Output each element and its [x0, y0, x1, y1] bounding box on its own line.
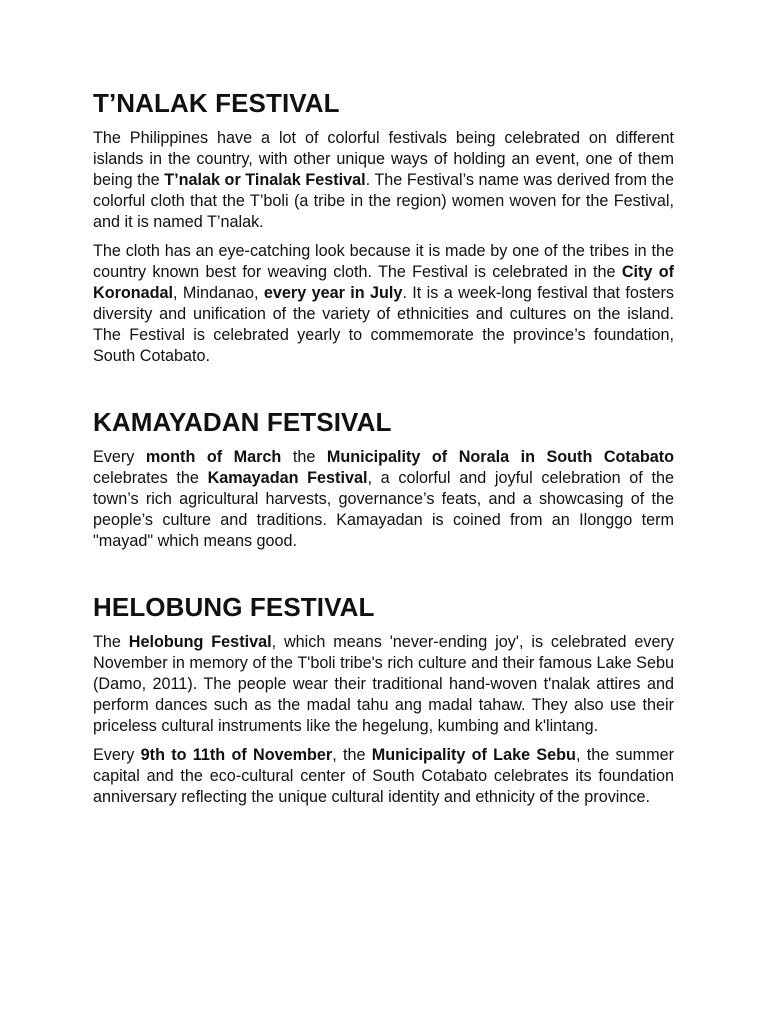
paragraph — [93, 745, 674, 808]
section-title: T’NALAK FESTIVAL — [93, 88, 340, 118]
text-run: , the — [332, 746, 372, 764]
paragraph — [93, 447, 674, 552]
text-run: The cloth has an eye-catching look because it is made by one of the tribes in the country known best for weaving cloth. The Festival is celebrated in the — [93, 242, 674, 281]
bold-text-run: month of March — [145, 448, 282, 466]
section-kamayadan — [93, 405, 674, 552]
text-run: , which means 'never-ending joy', is celebrated every November in memory of the T'boli tribe's rich culture and their famous Lake Sebu (Damo, 2011). The people wear their traditional hand-woven t'nalak attires and perform dances such as the madal tahu ang madal tahaw. They also use their priceless cultural instruments like the hegelung, kumbing and k'lintang. — [93, 633, 674, 735]
bold-text-run: 9th to 11th of November — [140, 746, 333, 764]
text-run: . It is a week-long festival that fosters diversity and unification of the variety of ethnicities and cultures on the island. The Festival is celebrated yearly to commemorate the province’s foundation, South Cotabato. — [93, 284, 675, 365]
bold-text-run: every year in July — [263, 284, 403, 302]
text-run: . The Festival’s name was derived from the colorful cloth that the T’boli (a tribe in the region) women woven for the Festival, and it is named T’nalak. — [93, 171, 675, 231]
text-run: The — [93, 633, 129, 651]
section-spacer — [93, 560, 674, 590]
section-title: HELOBUNG FESTIVAL — [93, 592, 375, 622]
section-helobung — [93, 590, 674, 808]
text-run: , Mindanao, — [173, 284, 264, 302]
bold-text-run: Kamayadan Festival — [207, 469, 368, 487]
section-tnalak — [93, 86, 674, 367]
text-run: celebrates the — [93, 469, 208, 487]
text-run: The Philippines have a lot of colorful festivals being celebrated on different islands in the country, with other unique ways of holding an event, one of them being the — [93, 129, 674, 189]
bold-text-run: City of Koronadal — [93, 263, 675, 302]
bold-text-run: Municipality of Lake Sebu — [371, 746, 576, 764]
paragraph — [93, 241, 674, 367]
bold-text-run: T’nalak or Tinalak Festival — [164, 171, 366, 189]
section-spacer — [93, 375, 674, 405]
bold-text-run: Helobung Festival — [128, 633, 272, 651]
bold-text-run: Municipality of Norala in South Cotabato — [326, 448, 674, 466]
text-run: Every — [93, 746, 141, 764]
text-run: , a colorful and joyful celebration of the town’s rich agricultural harvests, governance’s feats, and a showcasing of the people’s culture and traditions. Kamayadan is coined from an Ilonggo term "mayad" which means good. — [93, 469, 675, 550]
paragraph — [93, 632, 674, 737]
text-run: the — [281, 448, 327, 466]
text-run: , the summer capital and the eco-cultural center of South Cotabato celebrates its foundation anniversary reflecting the unique cultural identity and ethnicity of the province. — [93, 746, 674, 806]
paragraph — [93, 128, 674, 233]
document-page — [93, 86, 674, 816]
section-title: KAMAYADAN FETSIVAL — [93, 407, 392, 437]
text-run: Every — [93, 448, 146, 466]
